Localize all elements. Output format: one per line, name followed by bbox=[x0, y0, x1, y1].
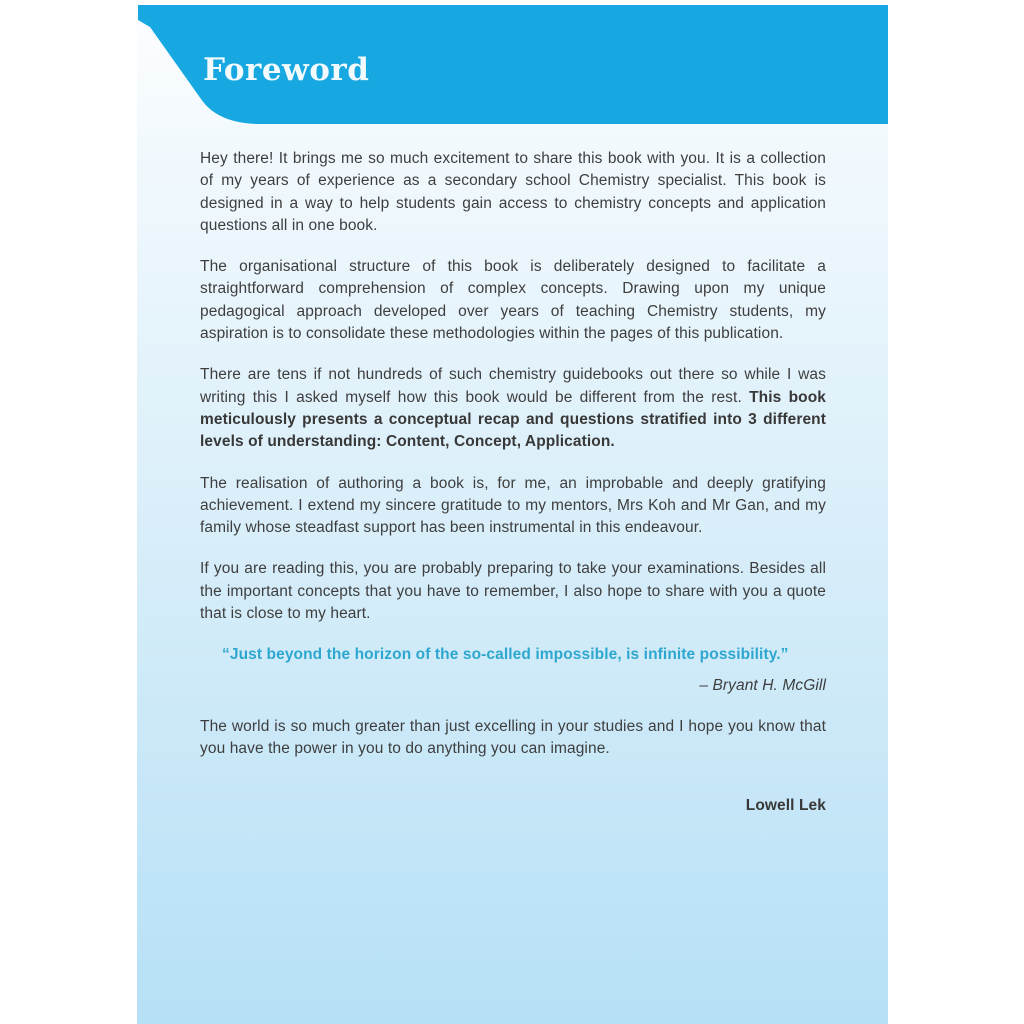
closing-paragraph: The world is so much greater than just excelling in your studies and I hope you know that you have the power in you to do anything you can imagine. bbox=[200, 717, 826, 758]
paragraph-bold-text: This book meticulously presents a conceptual recap and questions stratified into 3 different levels of understanding: Content, Concept, Application. bbox=[200, 388, 826, 451]
foreword-paragraph: Hey there! It brings me so much excitement to share this book with you. It is a collection of my years of experience as a secondary school Chemistry specialist. This book is designed in a way to help students gain access to chemistry concepts and application questions all in one book. bbox=[200, 150, 826, 234]
quote-attribution: – Bryant H. McGill bbox=[699, 676, 826, 694]
document-page bbox=[137, 0, 888, 1024]
page-title: Foreword bbox=[203, 52, 370, 88]
foreword-paragraph bbox=[200, 364, 826, 453]
paragraph-normal-text: There are tens if not hundreds of such chemistry guidebooks out there so while I was writing this I asked myself how this book would be different from the rest. bbox=[200, 366, 826, 406]
foreword-body bbox=[137, 126, 888, 836]
foreword-paragraph: If you are reading this, you are probably preparing to take your examinations. Besides all the important concepts that you have to remember, I also hope to share with you a quote that is close to my heart. bbox=[200, 560, 826, 623]
foreword-paragraph: The organisational structure of this book is deliberately designed to facilitate a straightforward comprehension of complex concepts. Drawing upon my unique pedagogical approach developed over years of teaching Chemistry students, my aspiration is to consolidate these methodologies within the pages of this publication. bbox=[200, 258, 826, 343]
foreword-paragraph: The realisation of authoring a book is, for me, an improbable and deeply gratifying achievement. I extend my sincere gratitude to my mentors, Mrs Koh and Mr Gan, and my family whose steadfast support has been instrumental in this endeavour. bbox=[200, 474, 826, 537]
author-signature: Lowell Lek bbox=[745, 796, 826, 814]
quote-text: “Just beyond the horizon of the so-called impossible, is infinite possibility.” bbox=[222, 646, 789, 664]
header-banner bbox=[137, 0, 888, 128]
